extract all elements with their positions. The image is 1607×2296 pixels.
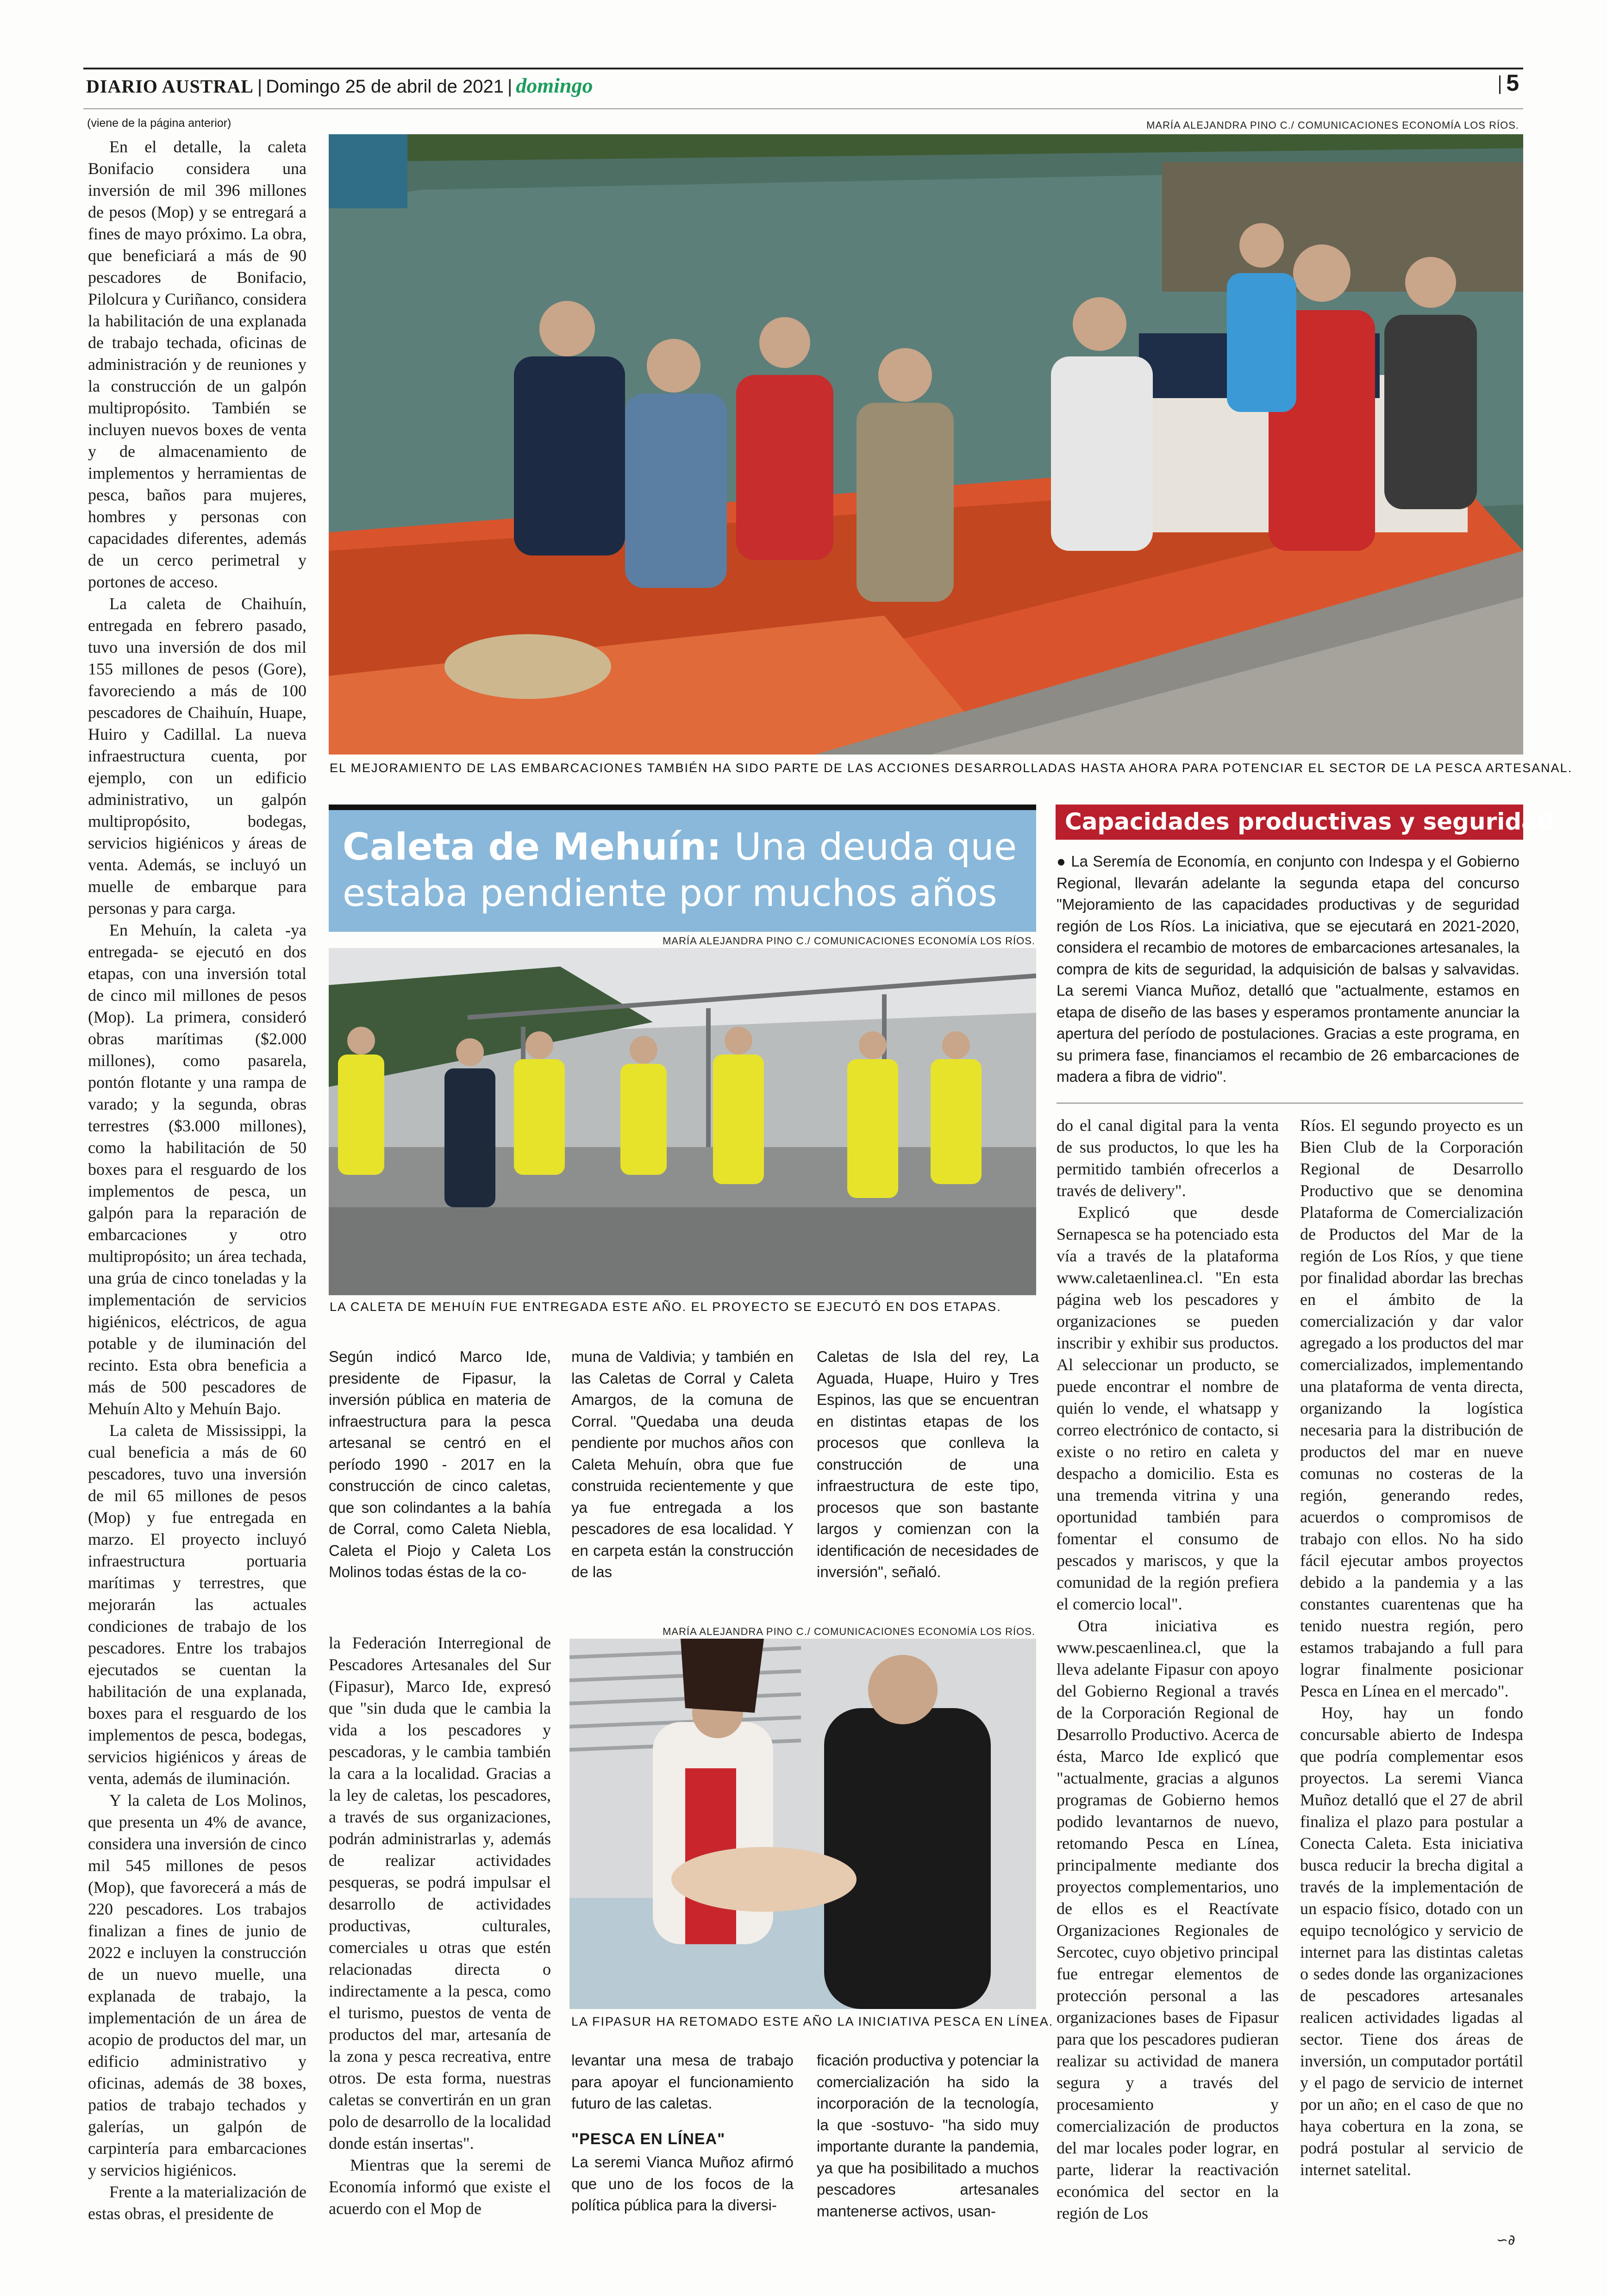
headline [343, 824, 1028, 917]
col1-paragraph: La caleta de Mississippi, la cual beneficia a más de 60 pescadores, tuvo una inversión de mil 65 millones de pesos (Mop) y fue entregada en marzo. El proyecto incluyó infraestructura portuaria marítimas y terrestres, que mejorarán las actuales condiciones de trabajo de los pescadores. Entre los trabajos ejecutados se cuentan la habilitación de una explanada, boxes para el resguardo de los implementos de pesca, bodegas, servicios higiénicos y áreas de venta, además de iluminación. [88, 1421, 306, 1788]
sidebar-title: Capacidades productivas y seguridad [1065, 808, 1554, 835]
sidebar-text: La Seremía de Economía, en conjunto con Indespa y el Gobierno Regional, llevarán adelante la segunda etapa del concurso "Mejoramiento de las capacidades productivas y de seguridad región de Los Ríos. La iniciativa, que se ejecutará en 2021-2020, considera el recambio de motores de embarcaciones artesanales, la compra de kits de seguridad, la adquisición de balsas y salvavidas. La seremi Vianca Muñoz, detalló que "actualmente, estamos en etapa de diseño de las bases y esperamos prontamente anunciar la apertura del período de postulaciones. Gracias a este programa, en su primera fase, financiamos el recambio de 26 embarcaciones de madera a fibra de vidrio". [1057, 853, 1519, 1085]
page-number-text: 5 [1506, 70, 1519, 96]
headline-part-1: Una deuda que [734, 825, 1017, 868]
header-info: DIARIO AUSTRAL | Domingo 25 de abril de 2021 | domingo [86, 74, 593, 97]
section-name: domingo [516, 74, 593, 97]
col5-paragraph: Explicó que desde Sernapesca se ha potenciado esta vía a través de la plataforma www.caletaenlinea.cl. "En esta página web los pescadores y organizaciones se pueden inscribir y exhibir sus productos. Al seleccionar un producto, se puede encontrar el nombre de quién lo vende, el whatsapp y correo electrónico de contacto, si existe o no retiro en caleta y despacho a domicilio. Esta es una tremenda vitrina y una oportunidad también para fomentar el consumo de pescados y mariscos, y que la comunidad de la región prefiera el comercio local". [1057, 1203, 1279, 1613]
col1-paragraph: Y la caleta de Los Molinos, que presenta un 4% de avance, considera una inversión de cinco mil 545 millones de pesos (Mop), que favorecerá a más de 220 pescadores. Los trabajos finalizan a fines de junio de 2022 e incluyen la construcción de un nuevo muelle, una explanada de trabajo, la implementación de un área de acopio de productos del mar, un edificio administrativo y oficinas, además de 38 boxes, patios de trabajo techados y galerías, un galpón de carpintería para embarcaciones y servicios higiénicos. [88, 1791, 306, 2179]
col4-paragraph: ficación productiva y potenciar la comercialización ha sido la incorporación de la tecnología, la que -sostuvo- "ha sido muy importante durante la pandemia, ya que ha posibilitado a muchos pescadores artesanales mantenerse activos, usan- [817, 2052, 1039, 2220]
mehuin-photo-illustration [329, 948, 1036, 1295]
sidebar-bullet: ● [1057, 853, 1067, 870]
col5-paragraph: do el canal digital para la venta de sus productos, lo que les ha permitido también ofrecerlos a través de delivery". [1057, 1116, 1279, 1200]
col1-paragraph: En Mehuín, la caleta -ya entregada- se ejecutó en dos etapas, con una inversión total de cinco mil millones de pesos (Mop). La primera, consideró obras marítimas ($2.000 millones), como pasarela, pontón flotante y una rampa de varado; y la segunda, obras terrestres ($3.000 millones), como la habilitación de 50 boxes para el resguardo de los implementos de pesca, un galpón para la reparación de embarcaciones y otro multipropósito; un área techada, una grúa de cinco toneladas y la implementación de servicios higiénicos, eléctricos, de agua potable y de iluminación del recinto. Esta obra beneficia a más de 500 pescadores de Mehuín Alto y Mehuín Bajo. [88, 921, 306, 1418]
col1-paragraph: La caleta de Chaihuín, entregada en febrero pasado, tuvo una inversión de dos mil 155 millones de pesos (Gore), favoreciendo a más de 100 pescadores de Chaihuín, Huape, Huiro y Cadillal. La nueva infraestructura cuenta, por ejemplo, con un edificio administrativo, un galpón multipropósito, bodegas, servicios higiénicos y áreas de venta. Además, se incluyó un muelle de embarque para personas y para carga. [88, 594, 306, 917]
top-photo-caption: EL MEJORAMIENTO DE LAS EMBARCACIONES TAMBIÉN HA SIDO PARTE DE LAS ACCIONES DESARROLLADAS HASTA AHORA PARA POTENCIAR EL SECTOR DE LA PESCA ARTESANAL. [330, 761, 1573, 775]
column-1 [88, 136, 306, 2225]
top-photo-credit: MARÍA ALEJANDRA PINO C./ COMUNICACIONES ECONOMÍA LOS RÍOS. [1146, 119, 1519, 131]
mehuin-photo-credit: MARÍA ALEJANDRA PINO C./ COMUNICACIONES ECONOMÍA LOS RÍOS. [663, 935, 1035, 947]
column-5 [1057, 1115, 1279, 2224]
mehuin-column-2 [571, 1346, 794, 1583]
mehuin-paragraph: muna de Valdivia; y también en las Caletas de Corral y Caleta Amargos, de la comuna de Corral. "Quedaba una deuda pendiente por muchos años con Caleta Mehuín, obra que fue construida recientemente y que ya fue entregada a los pescadores de esa localidad. Y en carpeta están la construcción de las [571, 1348, 794, 1580]
mehuin-photo-caption: LA CALETA DE MEHUÍN FUE ENTREGADA ESTE AÑO. EL PROYECTO SE EJECUTÓ EN DOS ETAPAS. [330, 1300, 1001, 1314]
column-4-lower [817, 2050, 1039, 2222]
top-photo-boat [329, 134, 1523, 755]
col2-paragraph: Mientras que la seremi de Economía informó que existe el acuerdo con el Mop de [329, 2156, 551, 2218]
header-bottom-rule [83, 108, 1523, 109]
col5-paragraph: Otra iniciativa es www.pescaenlinea.cl, que la lleva adelante Fipasur con apoyo del Gobierno Regional a través de la Corporación Regional de Desarrollo Productivo. Acerca de ésta, Marco Ide explicó que "actualmente, gracias a algunos programas de Gobierno hemos podido levantarnos de nuevo, retomando Pesca en Línea, principalmente mediante dos proyectos complementarios, uno de ellos es el Reactívate Organizaciones Regionales de Sercotec, cuyo objetivo principal fue entregar elementos de protección personal a las organizaciones bases de Fipasur para que los pescadores pudieran realizar su actividad de manera segura y a través del procesamiento y comercialización de productos del mar locales poder lograr, en parte, liderar la reactivación económica del sector en la región de Los [1057, 1616, 1279, 2222]
mehuin-paragraph: Según indicó Marco Ide, presidente de Fipasur, la inversión pública en materia de infraestructura para la pesca artesanal se centró en el período 1990 - 2017 en la construcción de cinco caletas, que son colindantes a la bahía de Corral, como Caleta Niebla, Caleta el Piojo y Caleta Los Molinos todas éstas de la co- [329, 1348, 551, 1580]
col1-paragraph: En el detalle, la caleta Bonifacio considera una inversión de mil 396 millones de pesos (Mop) y se entregará a fines de mayo próximo. La obra, que beneficiará a más de 90 pescadores de Bonifacio, Pilolcura y Curiñanco, considera la habilitación de una explanada de trabajo techada, oficinas de administración y de reuniones y la construcción de un galpón multipropósito. También se incluyen nuevos boxes de venta y de almacenamiento de implementos y herramientas de pesca, baños para mujeres, hombres y personas con capacidades diferentes, además de un cerco perimetral y portones de acceso. [88, 137, 306, 591]
boat-photo-illustration [329, 134, 1523, 755]
headline-bold: Caleta de Mehuín: [343, 825, 721, 868]
mehuin-column-1 [329, 1346, 551, 1583]
mehuin-column-3 [817, 1346, 1039, 1583]
sidebar-bottom-rule [1057, 1103, 1523, 1104]
page-number [1499, 69, 1519, 96]
column-6 [1300, 1115, 1523, 2181]
mehuin-photo [329, 948, 1036, 1295]
fipasur-photo [569, 1639, 1036, 2009]
mehuin-paragraph: Caletas de Isla del rey, La Aguada, Huape, Huiro y Tres Espinos, las que se encuentran en distintas etapas de los procesos que conlleva la construcción de una infraestructura de este tipo, procesos que son bastante largos y comienzan con la identificación de necesidades de inversión", señaló. [817, 1348, 1039, 1580]
pesca-en-linea-subhead: "PESCA EN LÍNEA" [571, 2130, 725, 2148]
sidebar-body [1057, 851, 1519, 1088]
fipasur-photo-caption: LA FIPASUR HA RETOMADO ESTE AÑO LA INICIATIVA PESCA EN LÍNEA. [571, 2015, 1054, 2028]
column-3-lower [571, 2050, 794, 2216]
column-2-lower [329, 1632, 551, 2220]
header-rule [83, 68, 1523, 69]
fipasur-photo-credit: MARÍA ALEJANDRA PINO C./ COMUNICACIONES ECONOMÍA LOS RÍOS. [663, 1626, 1035, 1637]
issue-date: Domingo 25 de abril de 2021 [266, 76, 504, 97]
end-mark: ∽∂ [1496, 2232, 1515, 2248]
col3-paragraph: La seremi Vianca Muñoz afirmó que uno de los focos de la política pública para la diversi- [571, 2153, 794, 2214]
col2-paragraph: la Federación Interregional de Pescadores Artesanales del Sur (Fipasur), Marco Ide, expresó que "sin duda que le cambia la vida a los pescadores y pescadoras, y le cambia también la cara a la localidad. Gracias a la ley de caletas, los pescadores, a través de sus organizaciones, podrán administrarlas y, además de realizar actividades pesqueras, se podrá impulsar el desarrollo de actividades productivas, culturales, comerciales u otras que estén relacionadas directa o indirectamente a la pesca, como el turismo, puestos de venta de productos del mar, artesanía de la zona y pesca recreativa, entre otros. De esta forma, nuestras caletas se convertirán en un gran polo de desarrollo de la localidad donde están insertas". [329, 1634, 551, 2152]
col6-paragraph: Ríos. El segundo proyecto es un Bien Club de la Corporación Regional de Desarrollo Productivo que se denomina Plataforma de Comercialización de Productos del Mar de la región de Los Ríos, y que tiene por finalidad abordar las brechas en el ámbito de la comercialización y dar valor agregado a los productos del mar comercializados, implementando una plataforma de venta directa, organizando la logística necesaria para la distribución de productos del mar en nueve comunas no costeras de la región, generando redes, acuerdos o compromisos de trabajo con ellos. No ha sido fácil ejecutar ambos proyectos debido a la pandemia y a las constantes cuarentenas que ha tenido nuestra región, pero estamos trabajando a full para lograr finalmente posicionar Pesca en Línea en el mercado". [1300, 1116, 1523, 1700]
headline-part-2: estaba pendiente por muchos años [343, 872, 997, 915]
fipasur-photo-illustration [569, 1639, 1036, 2009]
headline-top-rule [329, 805, 1036, 810]
continued-note: (viene de la página anterior) [87, 117, 231, 130]
col3-paragraph: levantar una mesa de trabajo para apoyar el funcionamiento futuro de las caletas. [571, 2052, 794, 2112]
paper-name: DIARIO AUSTRAL [86, 76, 254, 97]
col6-paragraph: Hoy, hay un fondo concursable abierto de Indespa que podría complementar esos proyectos. La seremi Vianca Muñoz detalló que el 27 de abril finaliza el plazo para postular a Conecta Caleta. Esta iniciativa busca reducir la brecha digital a través de la implementación de un espacio físico, dotado con un equipo tecnológico y servicio de internet para las distintas caletas o sedes donde las organizaciones de pescadores artesanales realicen actividades ligadas al sector. Tiene dos áreas de inversión, un computador portátil y el pago de servicio de internet por un año; en el caso de que no haya cobertura en la zona, se podrá postular al servicio de internet satelital. [1300, 1703, 1523, 2179]
col1-paragraph: Frente a la materialización de estas obras, el presidente de [88, 2183, 306, 2223]
